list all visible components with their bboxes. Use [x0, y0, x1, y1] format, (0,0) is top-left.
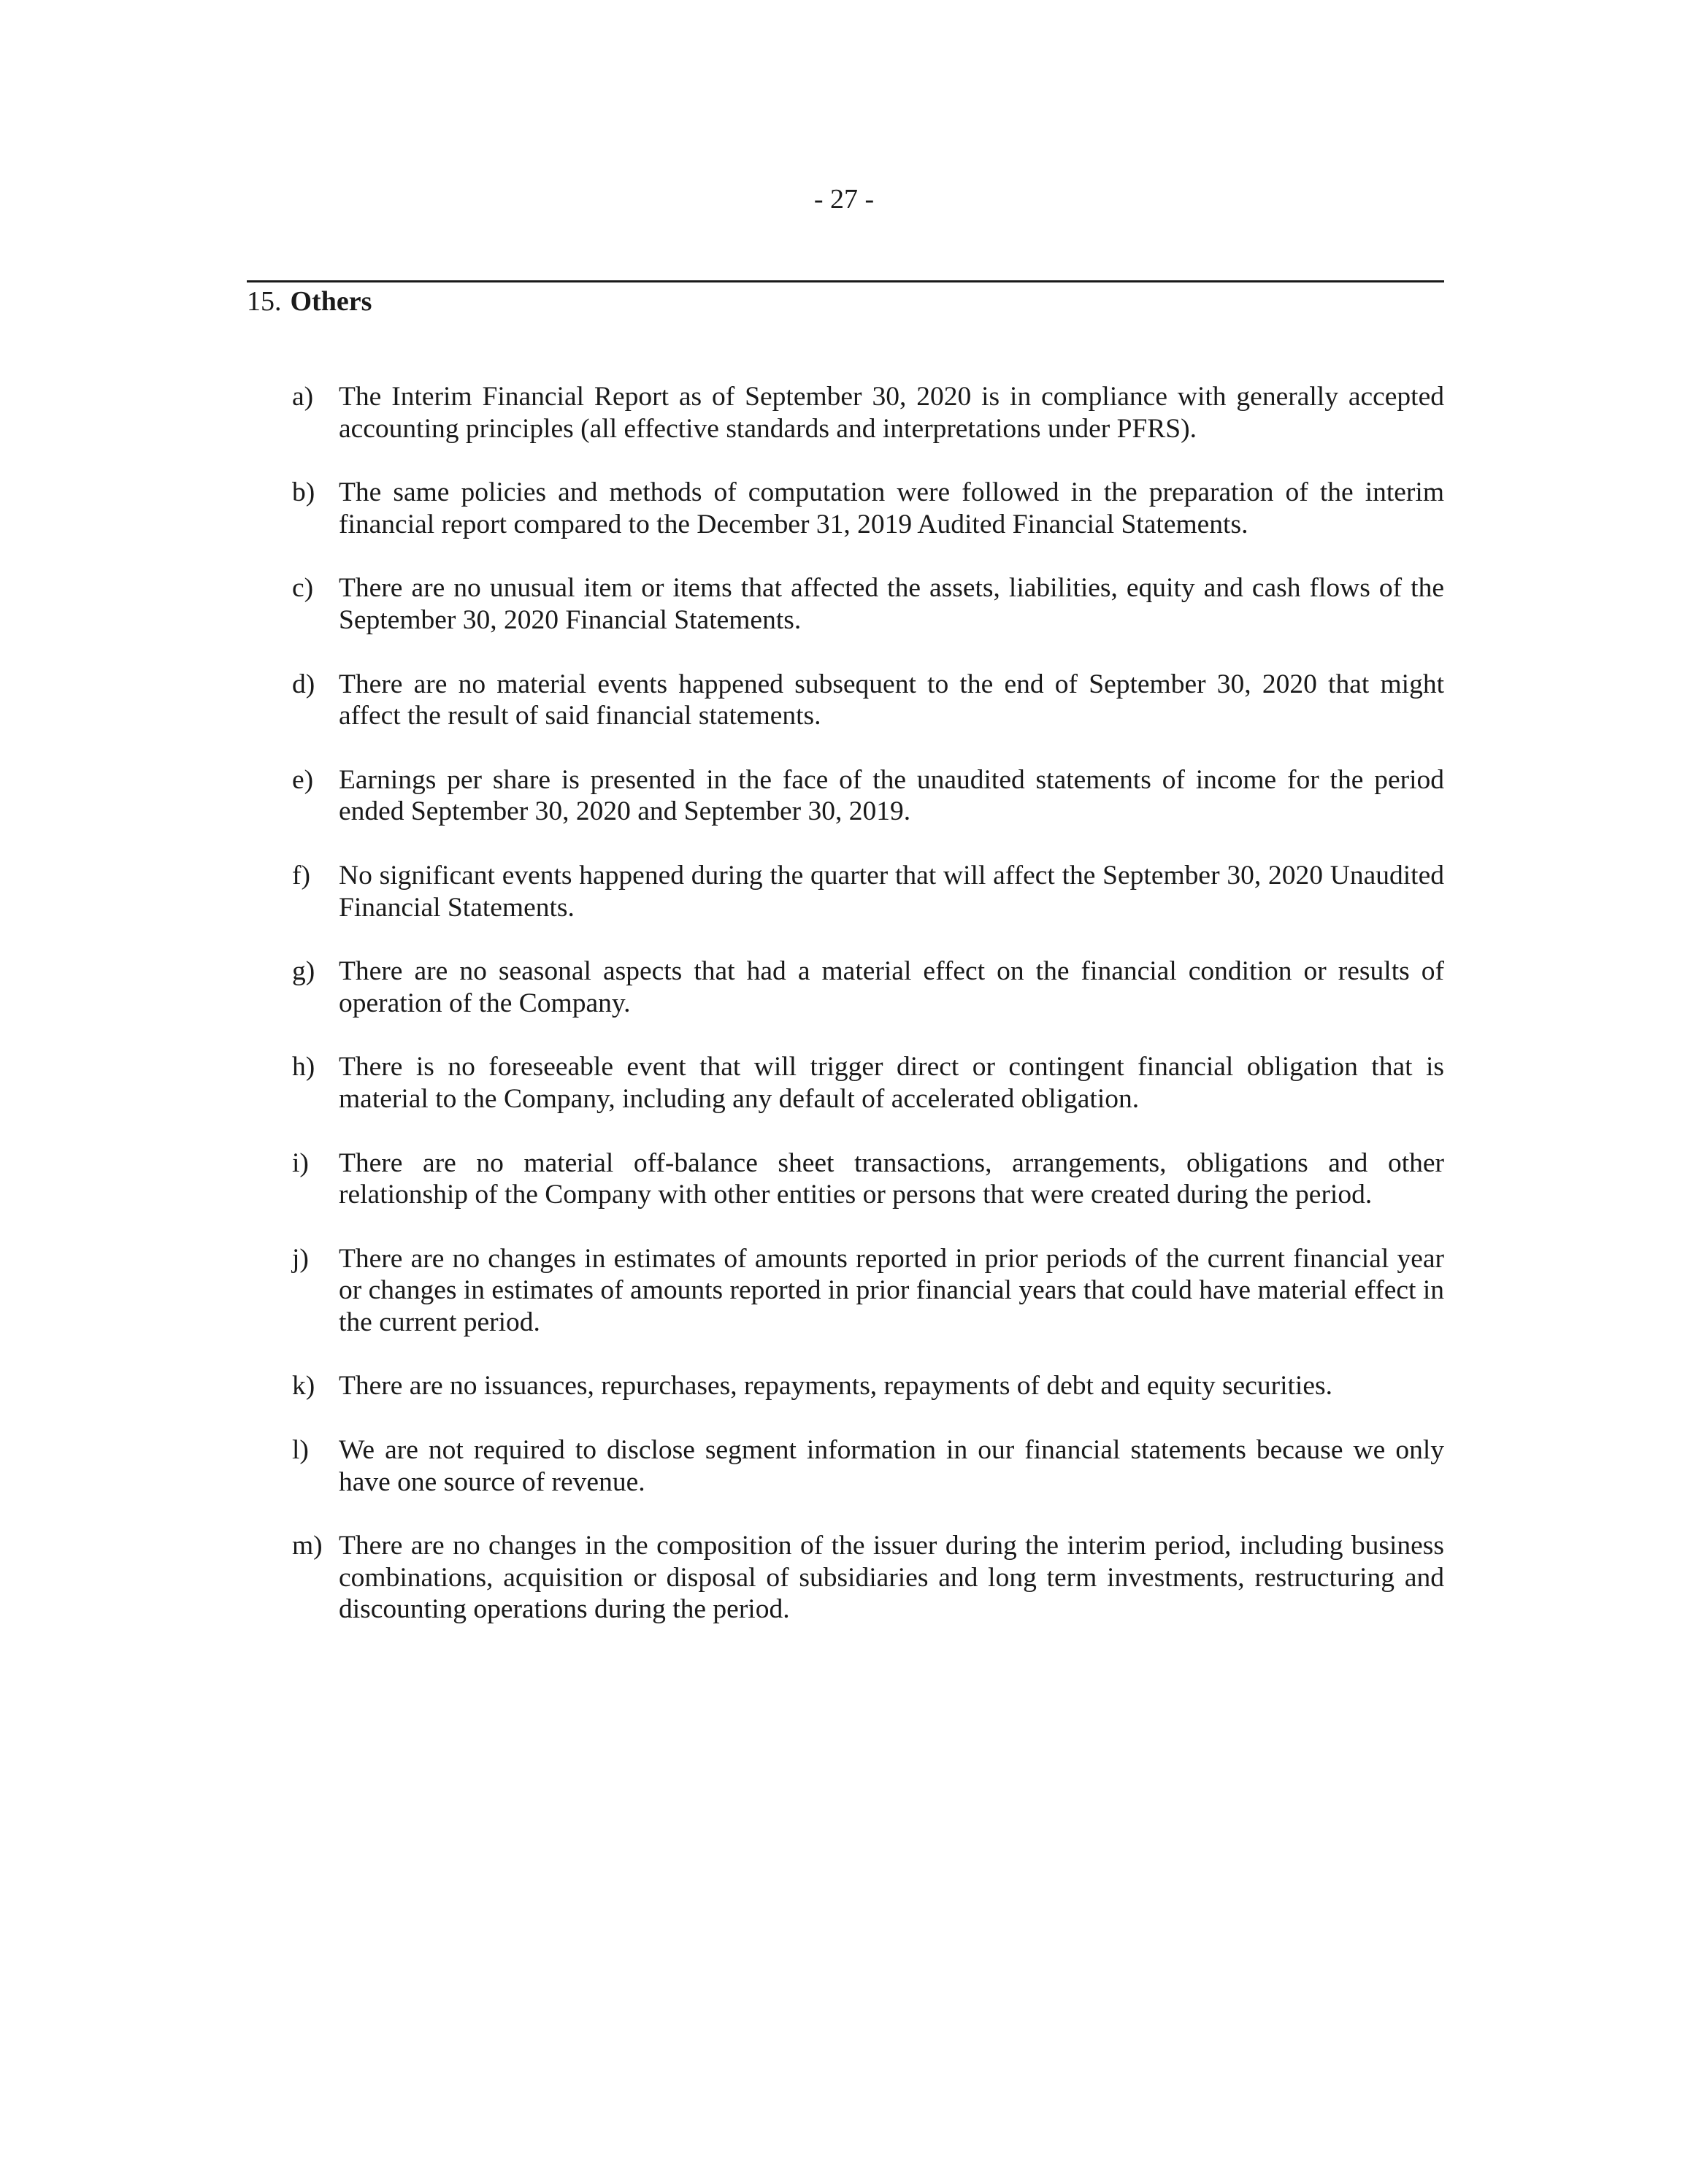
- item-marker: a): [292, 382, 314, 412]
- item-text: There are no seasonal aspects that had a material effect on the financial condition or results of operation of the Company.: [339, 956, 1444, 1018]
- list-item: [292, 1051, 1444, 1115]
- item-marker: b): [292, 477, 315, 508]
- item-text: No significant events happened during the quarter that will affect the September 30, 2020 Unaudited Financial Statements.: [339, 860, 1444, 923]
- list-item: [292, 1147, 1444, 1211]
- item-text: There are no changes in the composition of the issuer during the interim period, including business combinations, acquisition or disposal of subsidiaries and long term investments, restructuring and discounting operations during the period.: [339, 1531, 1444, 1625]
- item-marker: k): [292, 1371, 315, 1401]
- item-marker: c): [292, 573, 314, 604]
- item-marker: j): [292, 1243, 309, 1274]
- section-number: 15.: [247, 286, 282, 317]
- section-title: Others: [290, 286, 372, 317]
- section-heading: [247, 285, 372, 318]
- list-item: [292, 381, 1444, 445]
- item-text: The Interim Financial Report as of September 30, 2020 is in compliance with generally accepted accounting principles (all effective standards and interpretations under PFRS).: [339, 382, 1444, 444]
- item-text: The same policies and methods of computation were followed in the preparation of the interim financial report compared to the December 31, 2019 Audited Financial Statements.: [339, 477, 1444, 539]
- list-item: [292, 572, 1444, 636]
- item-text: Earnings per share is presented in the face of the unaudited statements of income for the period ended September 30, 2020 and September 30, 2019.: [339, 764, 1444, 827]
- item-marker: f): [292, 860, 310, 891]
- item-marker: i): [292, 1147, 309, 1178]
- list-item: [292, 1243, 1444, 1339]
- item-marker: d): [292, 669, 315, 699]
- list-item: [292, 1434, 1444, 1498]
- list-item: [292, 1370, 1444, 1402]
- item-text: There are no changes in estimates of amounts reported in prior periods of the current financial year or changes in estimates of amounts reported in prior financial years that could have material effect in the current period.: [339, 1243, 1444, 1337]
- list-item: [292, 1530, 1444, 1626]
- list-item: [292, 860, 1444, 923]
- item-text: There are no material events happened subsequent to the end of September 30, 2020 that might affect the result of said financial statements.: [339, 669, 1444, 731]
- item-marker: g): [292, 956, 315, 987]
- item-marker: l): [292, 1435, 309, 1466]
- header-rule: [247, 280, 1444, 282]
- item-marker: m): [292, 1531, 323, 1561]
- list-item: [292, 956, 1444, 1019]
- item-marker: e): [292, 764, 314, 795]
- item-marker: h): [292, 1052, 315, 1083]
- item-text: There are no unusual item or items that affected the assets, liabilities, equity and cash flows of the September 30, 2020 Financial Statements.: [339, 573, 1444, 635]
- disclosure-list: [292, 381, 1444, 1658]
- item-text: There is no foreseeable event that will trigger direct or contingent financial obligation that is material to the Company, including any default of accelerated obligation.: [339, 1052, 1444, 1114]
- list-item: [292, 669, 1444, 732]
- list-item: [292, 764, 1444, 828]
- item-text: There are no issuances, repurchases, repayments, repayments of debt and equity securities.: [339, 1371, 1332, 1401]
- item-text: There are no material off-balance sheet transactions, arrangements, obligations and other relationship of the Company with other entities or persons that were created during the period.: [339, 1147, 1444, 1210]
- item-text: We are not required to disclose segment information in our financial statements because we only have one source of revenue.: [339, 1435, 1444, 1497]
- page-number: - 27 -: [813, 184, 875, 215]
- list-item: [292, 477, 1444, 540]
